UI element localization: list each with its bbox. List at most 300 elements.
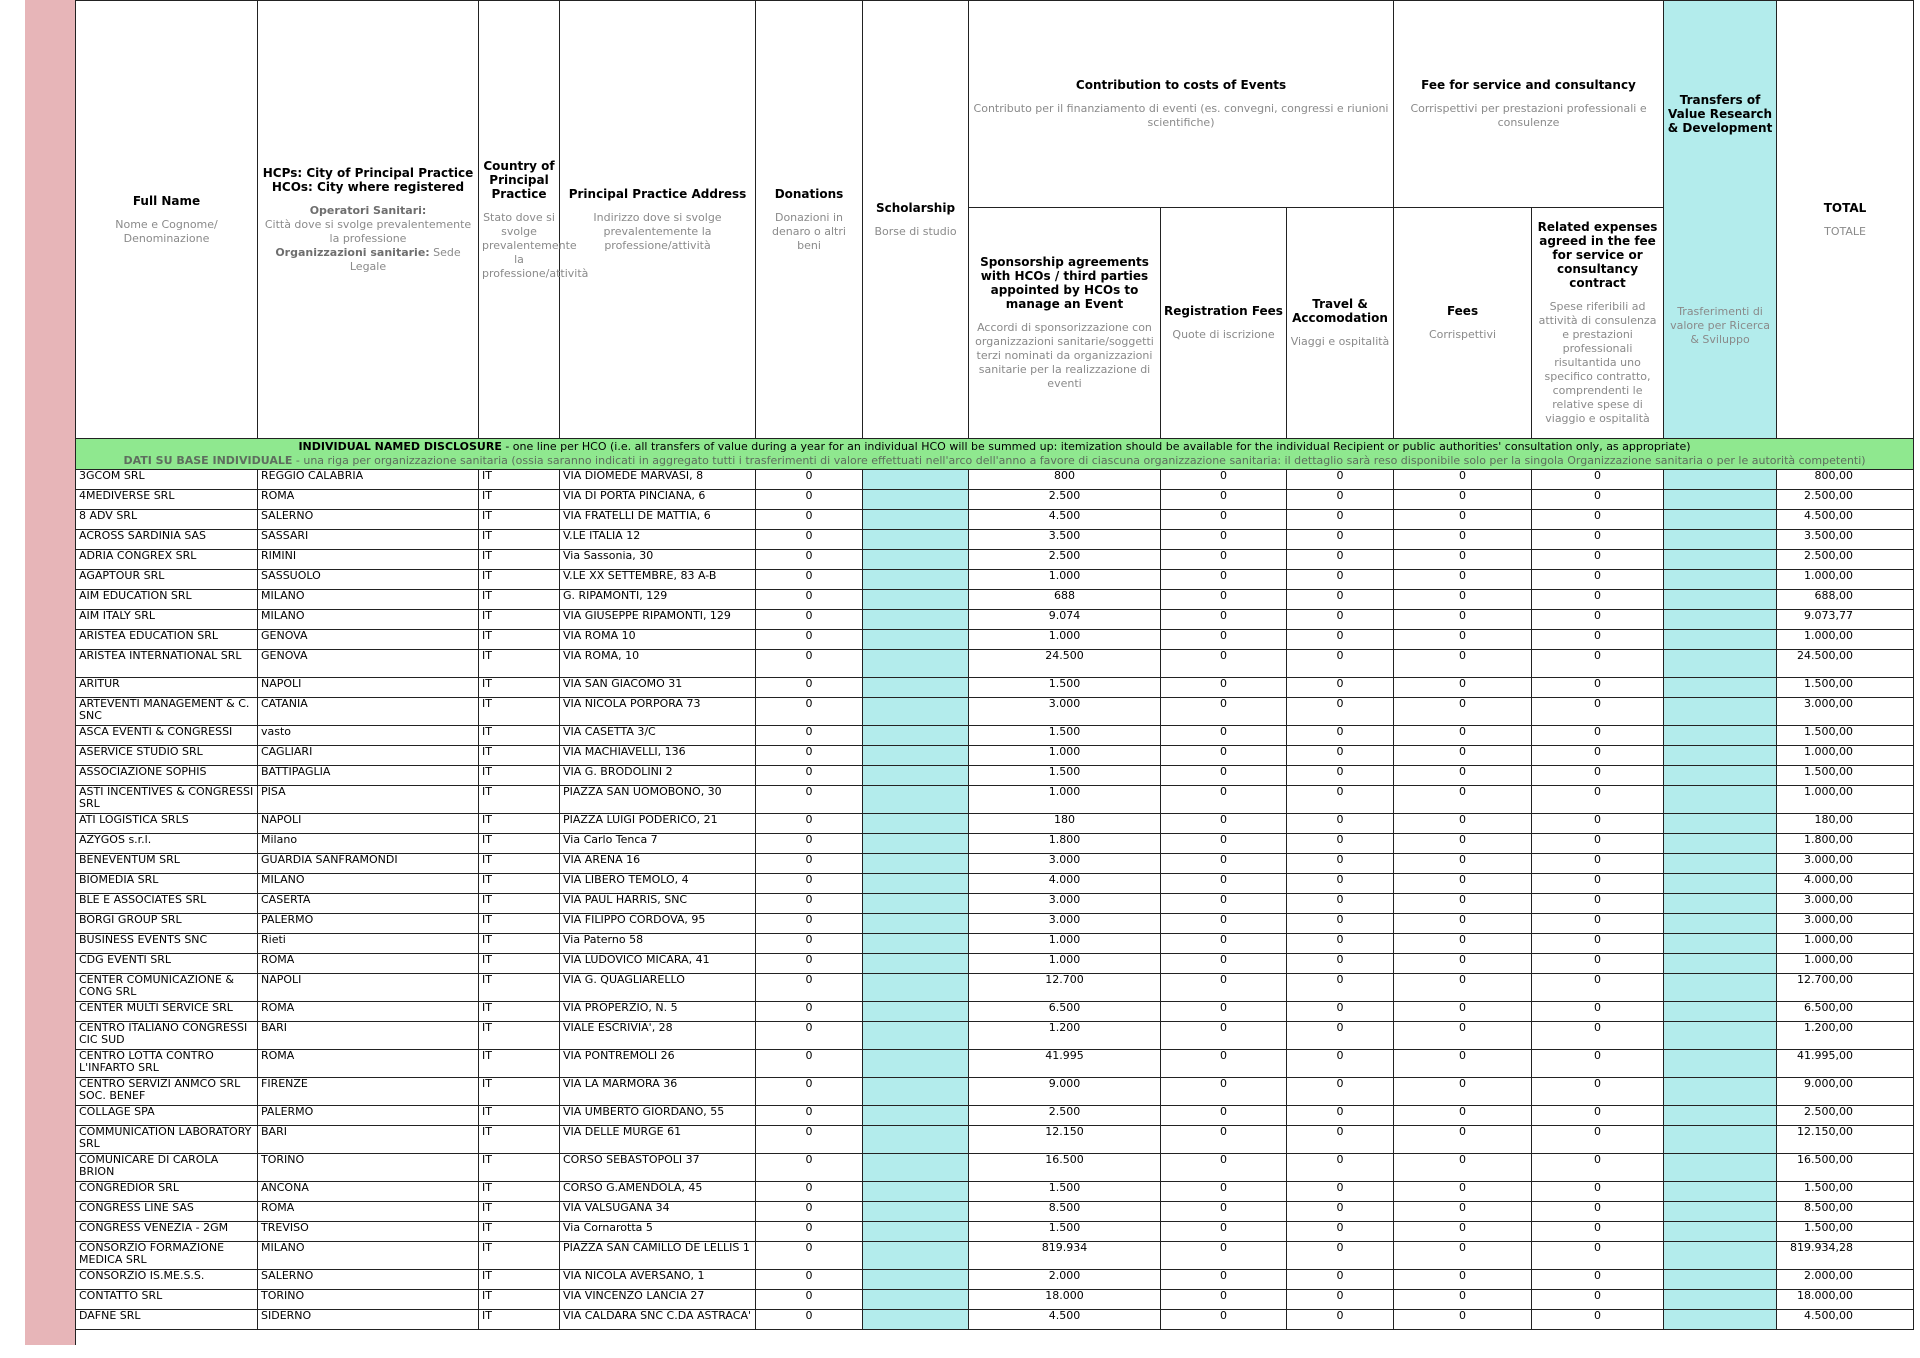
cell-scholarship bbox=[863, 1202, 969, 1222]
cell-city: SASSUOLO bbox=[258, 570, 479, 590]
cell-sponsorship: 1.000 bbox=[969, 786, 1161, 814]
cell-related-expenses: 0 bbox=[1532, 1290, 1664, 1310]
cell-rnd bbox=[1664, 1154, 1777, 1182]
cell-fees: 0 bbox=[1394, 894, 1532, 914]
cell-related-expenses: 0 bbox=[1532, 1182, 1664, 1202]
cell-fees: 0 bbox=[1394, 746, 1532, 766]
cell-scholarship bbox=[863, 1270, 969, 1290]
table-row bbox=[76, 570, 1914, 590]
cell-city: CATANIA bbox=[258, 698, 479, 726]
cell-sponsorship: 180 bbox=[969, 814, 1161, 834]
cell-fees: 0 bbox=[1394, 678, 1532, 698]
table-row bbox=[76, 590, 1914, 610]
table-row bbox=[76, 854, 1914, 874]
cell-total: 3.000,00 bbox=[1777, 698, 1914, 726]
cell-name: AIM EDUCATION SRL bbox=[76, 590, 258, 610]
cell-related-expenses: 0 bbox=[1532, 1154, 1664, 1182]
cell-donations: 0 bbox=[756, 746, 863, 766]
cell-address: VIA NICOLA AVERSANO, 1 bbox=[560, 1270, 756, 1290]
cell-city: SIDERNO bbox=[258, 1310, 479, 1330]
cell-fees: 0 bbox=[1394, 510, 1532, 530]
cell-total: 180,00 bbox=[1777, 814, 1914, 834]
cell-related-expenses: 0 bbox=[1532, 786, 1664, 814]
cell-fees: 0 bbox=[1394, 854, 1532, 874]
table-row bbox=[76, 1310, 1914, 1330]
cell-total: 800,00 bbox=[1777, 470, 1914, 490]
cell-rnd bbox=[1664, 470, 1777, 490]
cell-fees: 0 bbox=[1394, 1078, 1532, 1106]
cell-country: IT bbox=[479, 470, 560, 490]
cell-address: VIA FILIPPO CORDOVA, 95 bbox=[560, 914, 756, 934]
cell-country: IT bbox=[479, 854, 560, 874]
cell-scholarship bbox=[863, 1022, 969, 1050]
cell-address: VIA LIBERO TEMOLO, 4 bbox=[560, 874, 756, 894]
cell-registration-fees: 0 bbox=[1161, 974, 1287, 1002]
cell-travel: 0 bbox=[1287, 610, 1394, 630]
cell-name: ARISTEA EDUCATION SRL bbox=[76, 630, 258, 650]
cell-related-expenses: 0 bbox=[1532, 834, 1664, 854]
cell-city: TORINO bbox=[258, 1290, 479, 1310]
cell-sponsorship: 1.000 bbox=[969, 746, 1161, 766]
cell-registration-fees: 0 bbox=[1161, 1202, 1287, 1222]
cell-fees: 0 bbox=[1394, 1290, 1532, 1310]
cell-name: COMMUNICATION LABORATORY SRL bbox=[76, 1126, 258, 1154]
cell-country: IT bbox=[479, 874, 560, 894]
cell-fees: 0 bbox=[1394, 1202, 1532, 1222]
cell-address: VIA ROMA 10 bbox=[560, 630, 756, 650]
cell-fees: 0 bbox=[1394, 610, 1532, 630]
cell-related-expenses: 0 bbox=[1532, 530, 1664, 550]
table-row bbox=[76, 650, 1914, 678]
cell-city: Rieti bbox=[258, 934, 479, 954]
cell-name: BENEVENTUM SRL bbox=[76, 854, 258, 874]
disclosure-sheet bbox=[75, 0, 1913, 1345]
cell-registration-fees: 0 bbox=[1161, 630, 1287, 650]
cell-total: 688,00 bbox=[1777, 590, 1914, 610]
cell-country: IT bbox=[479, 974, 560, 1002]
cell-registration-fees: 0 bbox=[1161, 1126, 1287, 1154]
cell-travel: 0 bbox=[1287, 814, 1394, 834]
cell-scholarship bbox=[863, 630, 969, 650]
cell-donations: 0 bbox=[756, 1050, 863, 1078]
cell-rnd bbox=[1664, 894, 1777, 914]
cell-scholarship bbox=[863, 834, 969, 854]
cell-address: VIA CALDARA SNC C.DA ASTRACA' bbox=[560, 1310, 756, 1330]
cell-total: 1.200,00 bbox=[1777, 1022, 1914, 1050]
cell-registration-fees: 0 bbox=[1161, 1182, 1287, 1202]
cell-related-expenses: 0 bbox=[1532, 894, 1664, 914]
cell-registration-fees: 0 bbox=[1161, 726, 1287, 746]
cell-sponsorship: 1.500 bbox=[969, 726, 1161, 746]
cell-sponsorship: 819.934 bbox=[969, 1242, 1161, 1270]
table-row bbox=[76, 1106, 1914, 1126]
cell-donations: 0 bbox=[756, 678, 863, 698]
cell-related-expenses: 0 bbox=[1532, 490, 1664, 510]
cell-related-expenses: 0 bbox=[1532, 726, 1664, 746]
cell-scholarship bbox=[863, 974, 969, 1002]
cell-address: VIALE ESCRIVIA', 28 bbox=[560, 1022, 756, 1050]
cell-city: ROMA bbox=[258, 954, 479, 974]
cell-sponsorship: 800 bbox=[969, 470, 1161, 490]
cell-travel: 0 bbox=[1287, 530, 1394, 550]
cell-travel: 0 bbox=[1287, 914, 1394, 934]
cell-city: GENOVA bbox=[258, 650, 479, 678]
cell-fees: 0 bbox=[1394, 1126, 1532, 1154]
cell-city: MILANO bbox=[258, 874, 479, 894]
cell-fees: 0 bbox=[1394, 1154, 1532, 1182]
cell-sponsorship: 2.500 bbox=[969, 1106, 1161, 1126]
cell-name: BUSINESS EVENTS SNC bbox=[76, 934, 258, 954]
cell-scholarship bbox=[863, 1126, 969, 1154]
cell-name: CONGRESS VENEZIA - 2GM bbox=[76, 1222, 258, 1242]
cell-total: 1.000,00 bbox=[1777, 786, 1914, 814]
cell-city: ANCONA bbox=[258, 1182, 479, 1202]
cell-name: DAFNE SRL bbox=[76, 1310, 258, 1330]
cell-rnd bbox=[1664, 814, 1777, 834]
cell-rnd bbox=[1664, 1106, 1777, 1126]
header-fees: Fees Corrispettivi bbox=[1394, 208, 1532, 439]
cell-donations: 0 bbox=[756, 490, 863, 510]
disclosure-banner: INDIVIDUAL NAMED DISCLOSURE - one line per HCO (i.e. all transfers of value during a year for an individual HCO will be summed up: itemization should be available for the individual Recipient or public authorities' consultation only, as appropriate) DATI SU BASE INDIVIDUALE - una riga per organizzazione sanitaria (ossia saranno indicati in aggregato tutti i trasferimenti di valore effettuati nell'arco dell'anno a favore di ciascuna organizzazione sanitaria: il dettaglio sarà reso disponibile solo per la singola Organizzazione sanitaria o per le autorità competenti) bbox=[76, 439, 1914, 470]
cell-country: IT bbox=[479, 954, 560, 974]
cell-travel: 0 bbox=[1287, 874, 1394, 894]
cell-address: VIA PONTREMOLI 26 bbox=[560, 1050, 756, 1078]
cell-related-expenses: 0 bbox=[1532, 1222, 1664, 1242]
cell-fees: 0 bbox=[1394, 490, 1532, 510]
cell-address: VIA DELLE MURGE 61 bbox=[560, 1126, 756, 1154]
cell-sponsorship: 6.500 bbox=[969, 1002, 1161, 1022]
cell-travel: 0 bbox=[1287, 470, 1394, 490]
cell-travel: 0 bbox=[1287, 1202, 1394, 1222]
cell-address: Via Cornarotta 5 bbox=[560, 1222, 756, 1242]
cell-address: CORSO SEBASTOPOLI 37 bbox=[560, 1154, 756, 1182]
cell-country: IT bbox=[479, 1202, 560, 1222]
cell-fees: 0 bbox=[1394, 954, 1532, 974]
cell-donations: 0 bbox=[756, 1106, 863, 1126]
cell-total: 4.000,00 bbox=[1777, 874, 1914, 894]
cell-registration-fees: 0 bbox=[1161, 874, 1287, 894]
cell-country: IT bbox=[479, 490, 560, 510]
cell-name: ATI LOGISTICA SRLS bbox=[76, 814, 258, 834]
table-row bbox=[76, 914, 1914, 934]
cell-name: ARTEVENTI MANAGEMENT & C. SNC bbox=[76, 698, 258, 726]
cell-travel: 0 bbox=[1287, 1106, 1394, 1126]
cell-scholarship bbox=[863, 650, 969, 678]
cell-related-expenses: 0 bbox=[1532, 934, 1664, 954]
cell-total: 3.000,00 bbox=[1777, 914, 1914, 934]
cell-country: IT bbox=[479, 1290, 560, 1310]
cell-rnd bbox=[1664, 570, 1777, 590]
cell-donations: 0 bbox=[756, 1242, 863, 1270]
cell-scholarship bbox=[863, 590, 969, 610]
cell-related-expenses: 0 bbox=[1532, 1106, 1664, 1126]
cell-city: MILANO bbox=[258, 1242, 479, 1270]
cell-fees: 0 bbox=[1394, 726, 1532, 746]
cell-rnd bbox=[1664, 1310, 1777, 1330]
cell-scholarship bbox=[863, 726, 969, 746]
cell-related-expenses: 0 bbox=[1532, 590, 1664, 610]
header-sponsorship: Sponsorship agreements with HCOs / third parties appointed by HCOs to manage an Event Accordi di sponsorizzazione con organizzazioni sanitarie/soggetti terzi nominati da organizzazioni sanitarie per la realizzazione di eventi bbox=[969, 208, 1161, 439]
cell-sponsorship: 1.000 bbox=[969, 570, 1161, 590]
cell-sponsorship: 41.995 bbox=[969, 1050, 1161, 1078]
cell-rnd bbox=[1664, 510, 1777, 530]
table-row bbox=[76, 698, 1914, 726]
cell-country: IT bbox=[479, 698, 560, 726]
cell-related-expenses: 0 bbox=[1532, 1310, 1664, 1330]
cell-rnd bbox=[1664, 914, 1777, 934]
cell-fees: 0 bbox=[1394, 1222, 1532, 1242]
cell-rnd bbox=[1664, 698, 1777, 726]
cell-donations: 0 bbox=[756, 1222, 863, 1242]
left-margin-bar bbox=[25, 0, 76, 1345]
cell-sponsorship: 3.000 bbox=[969, 914, 1161, 934]
cell-total: 3.000,00 bbox=[1777, 854, 1914, 874]
cell-sponsorship: 688 bbox=[969, 590, 1161, 610]
cell-registration-fees: 0 bbox=[1161, 1242, 1287, 1270]
cell-scholarship bbox=[863, 1050, 969, 1078]
cell-donations: 0 bbox=[756, 854, 863, 874]
cell-city: BARI bbox=[258, 1126, 479, 1154]
cell-scholarship bbox=[863, 1002, 969, 1022]
cell-fees: 0 bbox=[1394, 550, 1532, 570]
cell-city: MILANO bbox=[258, 590, 479, 610]
cell-registration-fees: 0 bbox=[1161, 510, 1287, 530]
cell-city: Milano bbox=[258, 834, 479, 854]
cell-related-expenses: 0 bbox=[1532, 1202, 1664, 1222]
cell-travel: 0 bbox=[1287, 766, 1394, 786]
cell-rnd bbox=[1664, 834, 1777, 854]
cell-city: TORINO bbox=[258, 1154, 479, 1182]
cell-address: VIA PROPERZIO, N. 5 bbox=[560, 1002, 756, 1022]
cell-country: IT bbox=[479, 1270, 560, 1290]
cell-address: VIA DIOMEDE MARVASI, 8 bbox=[560, 470, 756, 490]
cell-total: 2.500,00 bbox=[1777, 550, 1914, 570]
cell-travel: 0 bbox=[1287, 570, 1394, 590]
cell-registration-fees: 0 bbox=[1161, 698, 1287, 726]
cell-related-expenses: 0 bbox=[1532, 1022, 1664, 1050]
cell-sponsorship: 1.000 bbox=[969, 630, 1161, 650]
cell-total: 1.500,00 bbox=[1777, 726, 1914, 746]
cell-fees: 0 bbox=[1394, 1182, 1532, 1202]
cell-fees: 0 bbox=[1394, 974, 1532, 1002]
cell-rnd bbox=[1664, 746, 1777, 766]
cell-name: CENTRO LOTTA CONTRO L'INFARTO SRL bbox=[76, 1050, 258, 1078]
cell-donations: 0 bbox=[756, 1022, 863, 1050]
cell-country: IT bbox=[479, 914, 560, 934]
cell-registration-fees: 0 bbox=[1161, 914, 1287, 934]
cell-scholarship bbox=[863, 914, 969, 934]
cell-country: IT bbox=[479, 814, 560, 834]
table-row bbox=[76, 550, 1914, 570]
cell-country: IT bbox=[479, 934, 560, 954]
cell-name: CENTRO ITALIANO CONGRESSI CIC SUD bbox=[76, 1022, 258, 1050]
cell-fees: 0 bbox=[1394, 814, 1532, 834]
cell-total: 2.500,00 bbox=[1777, 1106, 1914, 1126]
cell-total: 12.150,00 bbox=[1777, 1126, 1914, 1154]
cell-scholarship bbox=[863, 1242, 969, 1270]
cell-city: NAPOLI bbox=[258, 678, 479, 698]
cell-rnd bbox=[1664, 854, 1777, 874]
cell-donations: 0 bbox=[756, 894, 863, 914]
cell-travel: 0 bbox=[1287, 1222, 1394, 1242]
cell-registration-fees: 0 bbox=[1161, 814, 1287, 834]
cell-rnd bbox=[1664, 530, 1777, 550]
cell-rnd bbox=[1664, 1242, 1777, 1270]
cell-fees: 0 bbox=[1394, 1050, 1532, 1078]
cell-sponsorship: 2.500 bbox=[969, 490, 1161, 510]
cell-country: IT bbox=[479, 1126, 560, 1154]
header-registration: Registration Fees Quote di iscrizione bbox=[1161, 208, 1287, 439]
cell-travel: 0 bbox=[1287, 746, 1394, 766]
cell-donations: 0 bbox=[756, 1078, 863, 1106]
table-body bbox=[76, 439, 1914, 1330]
cell-travel: 0 bbox=[1287, 1002, 1394, 1022]
cell-registration-fees: 0 bbox=[1161, 1154, 1287, 1182]
cell-rnd bbox=[1664, 766, 1777, 786]
cell-country: IT bbox=[479, 1078, 560, 1106]
cell-sponsorship: 1.000 bbox=[969, 934, 1161, 954]
cell-rnd bbox=[1664, 954, 1777, 974]
cell-donations: 0 bbox=[756, 1002, 863, 1022]
cell-donations: 0 bbox=[756, 1182, 863, 1202]
cell-total: 8.500,00 bbox=[1777, 1202, 1914, 1222]
table-row bbox=[76, 746, 1914, 766]
cell-rnd bbox=[1664, 786, 1777, 814]
cell-name: CDG EVENTI SRL bbox=[76, 954, 258, 974]
cell-name: CONSORZIO FORMAZIONE MEDICA SRL bbox=[76, 1242, 258, 1270]
cell-city: FIRENZE bbox=[258, 1078, 479, 1106]
cell-travel: 0 bbox=[1287, 974, 1394, 1002]
table-row bbox=[76, 1078, 1914, 1106]
cell-registration-fees: 0 bbox=[1161, 650, 1287, 678]
cell-donations: 0 bbox=[756, 914, 863, 934]
cell-related-expenses: 0 bbox=[1532, 630, 1664, 650]
cell-rnd bbox=[1664, 1002, 1777, 1022]
header-related-expenses: Related expenses agreed in the fee for service or consultancy contract Spese riferibili ad attività di consulenza e prestazioni professionali risultantida uno specifico contratto, comprendenti le relative spese di viaggio e ospitalità bbox=[1532, 208, 1664, 439]
cell-city: BARI bbox=[258, 1022, 479, 1050]
cell-city: CAGLIARI bbox=[258, 746, 479, 766]
cell-country: IT bbox=[479, 650, 560, 678]
cell-address: VIA MACHIAVELLI, 136 bbox=[560, 746, 756, 766]
cell-country: IT bbox=[479, 678, 560, 698]
cell-address: VIA UMBERTO GIORDANO, 55 bbox=[560, 1106, 756, 1126]
cell-scholarship bbox=[863, 698, 969, 726]
cell-related-expenses: 0 bbox=[1532, 470, 1664, 490]
cell-total: 3.000,00 bbox=[1777, 894, 1914, 914]
cell-fees: 0 bbox=[1394, 570, 1532, 590]
cell-travel: 0 bbox=[1287, 1182, 1394, 1202]
cell-address: VIA FRATELLI DE MATTIA, 6 bbox=[560, 510, 756, 530]
header-country: Country of Principal Practice Stato dove si svolge prevalentemente la professione/attività bbox=[479, 1, 560, 439]
table-row bbox=[76, 1242, 1914, 1270]
cell-name: CONGREDIOR SRL bbox=[76, 1182, 258, 1202]
table-row bbox=[76, 954, 1914, 974]
cell-rnd bbox=[1664, 550, 1777, 570]
cell-total: 4.500,00 bbox=[1777, 510, 1914, 530]
cell-related-expenses: 0 bbox=[1532, 550, 1664, 570]
cell-address: Via Sassonia, 30 bbox=[560, 550, 756, 570]
cell-address: VIA ROMA, 10 bbox=[560, 650, 756, 678]
cell-country: IT bbox=[479, 1154, 560, 1182]
cell-country: IT bbox=[479, 1106, 560, 1126]
cell-donations: 0 bbox=[756, 1154, 863, 1182]
cell-registration-fees: 0 bbox=[1161, 490, 1287, 510]
cell-travel: 0 bbox=[1287, 954, 1394, 974]
cell-name: ARISTEA INTERNATIONAL SRL bbox=[76, 650, 258, 678]
cell-related-expenses: 0 bbox=[1532, 510, 1664, 530]
cell-sponsorship: 1.000 bbox=[969, 954, 1161, 974]
cell-total: 1.000,00 bbox=[1777, 954, 1914, 974]
cell-city: REGGIO CALABRIA bbox=[258, 470, 479, 490]
cell-rnd bbox=[1664, 1202, 1777, 1222]
cell-city: ROMA bbox=[258, 1202, 479, 1222]
cell-related-expenses: 0 bbox=[1532, 954, 1664, 974]
cell-city: BATTIPAGLIA bbox=[258, 766, 479, 786]
cell-registration-fees: 0 bbox=[1161, 1002, 1287, 1022]
cell-total: 1.000,00 bbox=[1777, 934, 1914, 954]
cell-related-expenses: 0 bbox=[1532, 610, 1664, 630]
cell-donations: 0 bbox=[756, 934, 863, 954]
cell-donations: 0 bbox=[756, 570, 863, 590]
cell-sponsorship: 2.000 bbox=[969, 1270, 1161, 1290]
cell-sponsorship: 1.500 bbox=[969, 1182, 1161, 1202]
cell-scholarship bbox=[863, 814, 969, 834]
cell-name: ASCA EVENTI & CONGRESSI bbox=[76, 726, 258, 746]
cell-name: BLE E ASSOCIATES SRL bbox=[76, 894, 258, 914]
cell-total: 4.500,00 bbox=[1777, 1310, 1914, 1330]
cell-registration-fees: 0 bbox=[1161, 1022, 1287, 1050]
cell-sponsorship: 1.800 bbox=[969, 834, 1161, 854]
cell-travel: 0 bbox=[1287, 1078, 1394, 1106]
cell-rnd bbox=[1664, 1078, 1777, 1106]
table-row bbox=[76, 1154, 1914, 1182]
cell-country: IT bbox=[479, 786, 560, 814]
cell-scholarship bbox=[863, 894, 969, 914]
cell-city: RIMINI bbox=[258, 550, 479, 570]
cell-donations: 0 bbox=[756, 766, 863, 786]
cell-country: IT bbox=[479, 1050, 560, 1078]
cell-registration-fees: 0 bbox=[1161, 746, 1287, 766]
table-row bbox=[76, 678, 1914, 698]
cell-name: BIOMEDIA SRL bbox=[76, 874, 258, 894]
cell-registration-fees: 0 bbox=[1161, 1050, 1287, 1078]
cell-rnd bbox=[1664, 1022, 1777, 1050]
cell-address: VIA CASETTA 3/C bbox=[560, 726, 756, 746]
cell-fees: 0 bbox=[1394, 630, 1532, 650]
cell-related-expenses: 0 bbox=[1532, 1078, 1664, 1106]
cell-travel: 0 bbox=[1287, 1270, 1394, 1290]
table-row bbox=[76, 1222, 1914, 1242]
cell-country: IT bbox=[479, 1222, 560, 1242]
cell-name: CENTRO SERVIZI ANMCO SRL SOC. BENEF bbox=[76, 1078, 258, 1106]
cell-related-expenses: 0 bbox=[1532, 650, 1664, 678]
cell-address: VIA GIUSEPPE RIPAMONTI, 129 bbox=[560, 610, 756, 630]
cell-country: IT bbox=[479, 834, 560, 854]
cell-donations: 0 bbox=[756, 650, 863, 678]
cell-sponsorship: 18.000 bbox=[969, 1290, 1161, 1310]
cell-sponsorship: 8.500 bbox=[969, 1202, 1161, 1222]
cell-donations: 0 bbox=[756, 590, 863, 610]
cell-country: IT bbox=[479, 530, 560, 550]
cell-rnd bbox=[1664, 1222, 1777, 1242]
cell-fees: 0 bbox=[1394, 1002, 1532, 1022]
cell-travel: 0 bbox=[1287, 510, 1394, 530]
cell-city: ROMA bbox=[258, 490, 479, 510]
cell-fees: 0 bbox=[1394, 1022, 1532, 1050]
cell-related-expenses: 0 bbox=[1532, 746, 1664, 766]
cell-country: IT bbox=[479, 746, 560, 766]
cell-scholarship bbox=[863, 786, 969, 814]
